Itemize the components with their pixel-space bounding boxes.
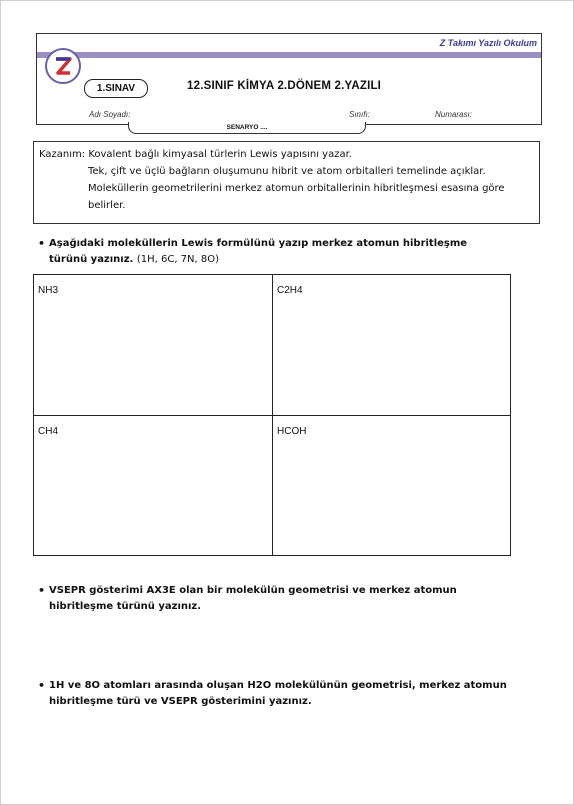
kazanim-line-3: Moleküllerin geometrilerini merkez atomun orbitallerinin hibritleşmesi esasına göre <box>88 183 505 194</box>
answer-cell-hcoh[interactable] <box>273 416 510 555</box>
exam-header <box>36 33 542 125</box>
kazanim-label: Kazanım: <box>39 149 86 160</box>
question-2-line-1: VSEPR gösterimi AX3E olan bir molekülün geometrisi ve merkez atomun <box>49 585 457 596</box>
question-1-text-2: türünü yazınız. <box>49 254 134 265</box>
exam-title: 12.SINIF KİMYA 2.DÖNEM 2.YAZILI <box>187 80 382 92</box>
class-label: Sınıfı: <box>349 110 370 119</box>
molecule-label: HCOH <box>277 426 307 437</box>
scenario-tab: SENARYO .... <box>128 122 366 134</box>
question-3-line-1: 1H ve 8O atomları arasında oluşan H2O molekülünün geometrisi, merkez atomun <box>49 680 507 691</box>
molecule-label: C2H4 <box>277 285 303 296</box>
question-1-line-2 <box>49 252 219 268</box>
z-logo-icon <box>45 48 81 84</box>
bullet-icon: • <box>38 679 46 692</box>
kazanim-line-1 <box>39 146 352 163</box>
question-3-line-2: hibritleşme türü ve VSEPR gösterimini yazınız. <box>49 696 312 707</box>
kazanim-line-4: belirler. <box>88 200 126 211</box>
question-1-note: (1H, 6C, 7N, 8O) <box>136 254 220 265</box>
brand-name: Z Takımı Yazılı Okulum <box>439 38 537 48</box>
question-2-line-2: hibritleşme türünü yazınız. <box>49 601 202 612</box>
molecule-label: NH3 <box>38 285 59 296</box>
bullet-icon: • <box>38 584 46 597</box>
name-label: Adı Soyadı: <box>89 110 131 119</box>
question-1-line-1: Aşağıdaki moleküllerin Lewis formülünü yazıp merkez atomun hibritleşme <box>49 238 468 249</box>
bullet-icon: • <box>38 237 46 250</box>
header-band <box>37 52 541 58</box>
kazanim-box <box>33 141 540 224</box>
kazanim-line-2: Tek, çift ve üçlü bağların oluşumunu hibrit ve atom orbitalleri temelinde açıklar. <box>88 166 486 177</box>
kazanim-text-1: Kovalent bağlı kimyasal türlerin Lewis yapısını yazar. <box>88 149 352 160</box>
answer-cell-ch4[interactable] <box>34 416 273 555</box>
answer-cell-c2h4[interactable] <box>273 275 510 416</box>
answer-grid <box>33 274 511 556</box>
exam-number-badge: 1.SINAV <box>84 79 148 98</box>
molecule-label: CH4 <box>38 426 59 437</box>
answer-cell-nh3[interactable] <box>34 275 273 416</box>
number-label: Numarası: <box>435 110 472 119</box>
